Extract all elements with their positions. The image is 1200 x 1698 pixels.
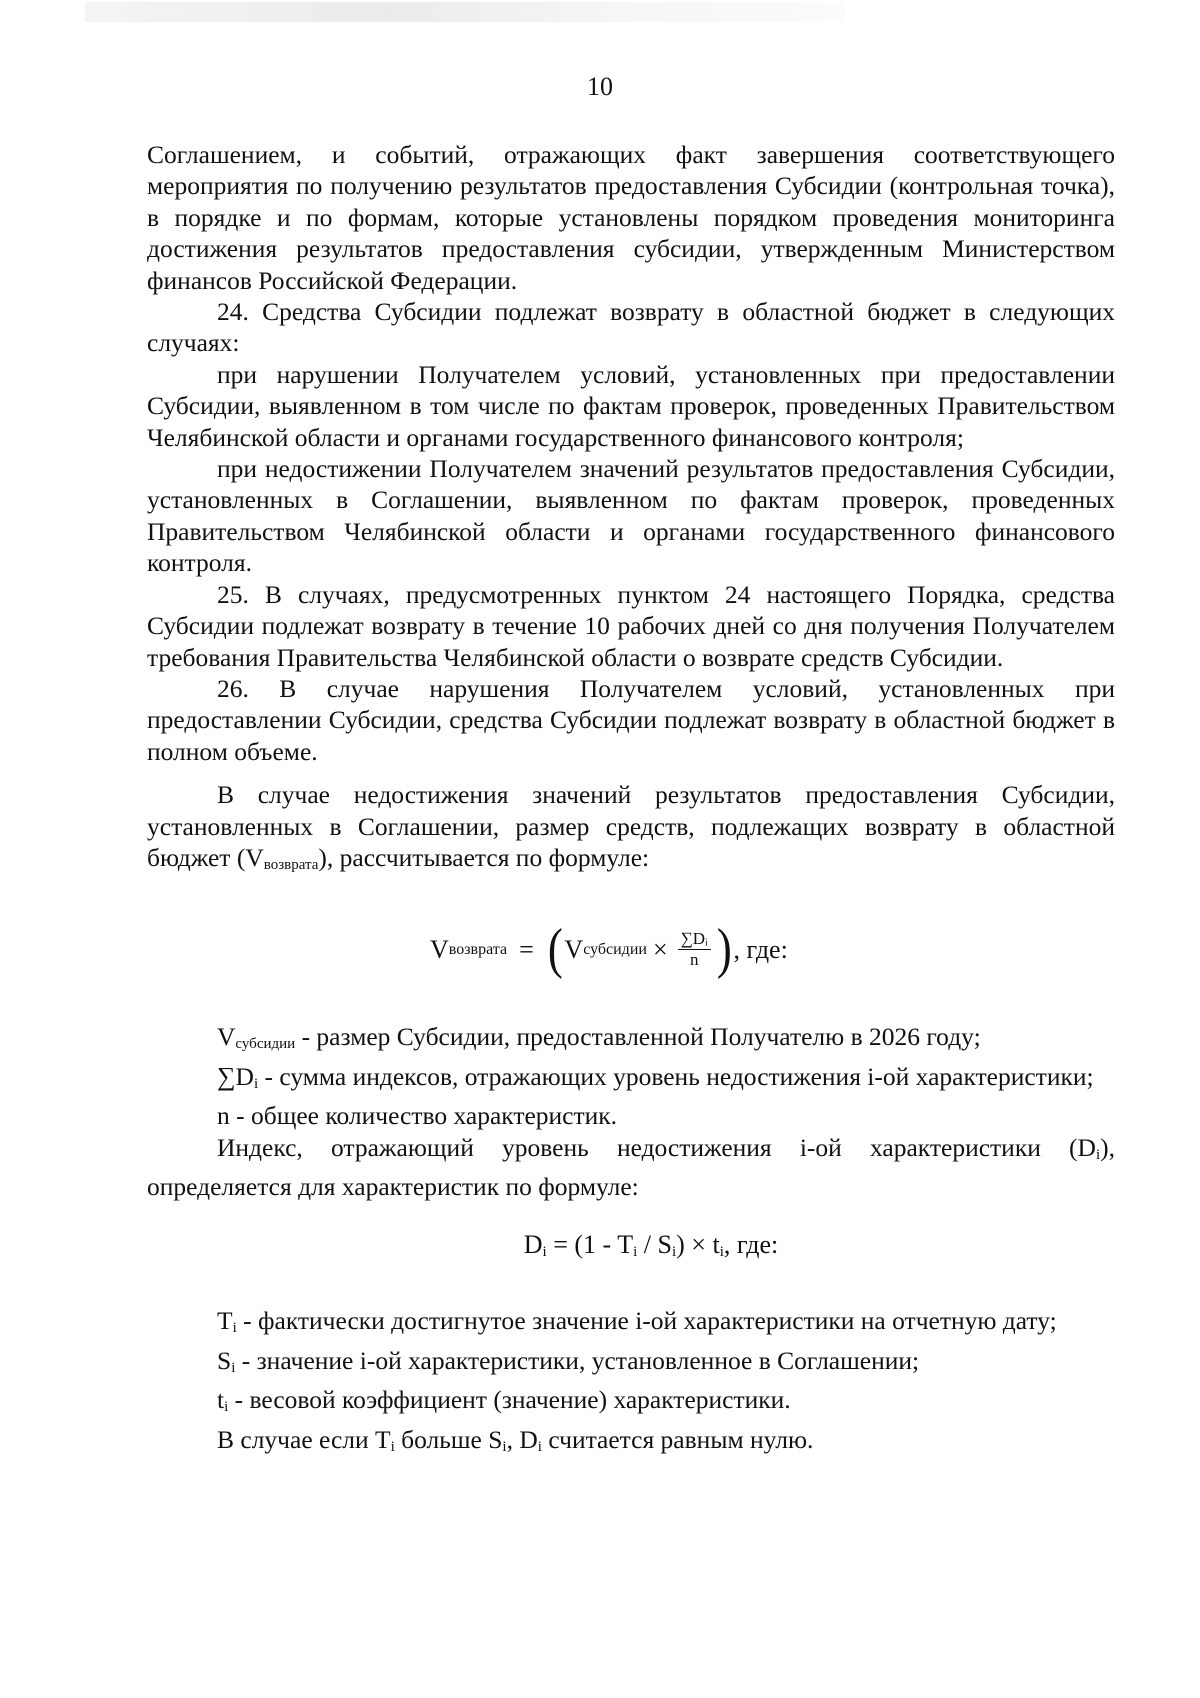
paragraph-24: 24. Средства Субсидии подлежат возврату в областной бюджет в следующих случаях: [147,297,1115,358]
formula-return-amount: V возврата = ( V субсидии × $\frac{\text{∑Dᵢ}}{n}$ ) , где: [430,918,788,981]
paragraph-24-case-2: при недостижении Получателем значений результатов предоставления Субсидии, установленных в Соглашении, выявленном по фактам проверок, проведенных Правительством Челябинской области и органами государственного финансового контроля. [147,454,1115,578]
formula-index: $D_i = (1 - T_i / S_i) \times t_i$, где: [523,1230,779,1261]
definition-n: n - общее количество характеристик. [217,1101,618,1131]
paragraph-24-case-1: при нарушении Получателем условий, установленных при предоставлении Субсидии, выявленном в том числе по фактам проверок, проведенных Правительством Челябинской области и органами государственного финансового контроля; [147,359,1115,452]
paragraph-continuation: Соглашением, и событий, отражающих факт завершения соответствующего мероприятия по получению результатов предоставления Субсидии (контрольная точка), в порядке и по формам, которые установлены порядком проведения мониторинга достижения результатов предоставления субсидии, утвержденным Министерством финансов Российской Федерации. [147,140,1115,295]
paragraph-25: 25. В случаях, предусмотренных пунктом 24 настоящего Порядка, средства Субсидии подлежат возврату в течение 10 рабочих дней со дня получения Получателем требования Правительства Челябинской области о возврате средств Субсидии. [147,579,1115,672]
page-number: 10 [587,72,613,101]
definition-v-subsidy: $V_{субсидии}$ - размер Субсидии, предоставленной Получателю в 2026 году; [217,1022,981,1053]
paragraph-index-intro: Индекс, отражающий уровень недостижения i-ой характеристики $(D_i)$, определяется для характеристик по формуле: [147,1132,1115,1201]
definition-s: $S_i$ - значение i-ой характеристики, установленное в Соглашении; [217,1345,920,1376]
formula-fraction: $\frac{\text{∑Dᵢ}}{n}$ [678,929,711,970]
paragraph-26: 26. В случае нарушения Получателем условий, установленных при предоставлении Субсидии, средства Субсидии подлежат возврату в областной бюджет в полном объеме. [147,673,1115,766]
definition-weight: $t_i$ - весовой коэффициент (значение) характеристики. [217,1385,791,1416]
definition-sum-d: $\sum D_i$ - сумма индексов, отражающих уровень недостижения i-ой характеристики; [217,1061,1094,1092]
paragraph-final: В случае если $T_i$ больше $S_i$, $D_i$ считается равным нулю. [217,1424,814,1455]
scan-artifact [85,2,845,22]
paragraph-formula-intro: В случае недостижения значений результатов предоставления Субсидии, установленных в Соглашении, размер средств, подлежащих возврату в областной бюджет $(V_{возврата})$, рассчитывается по формуле: [147,780,1115,873]
definition-t: $T_i$ - фактически достигнутое значение i-ой характеристики на отчетную дату; [217,1306,1057,1337]
document-body [147,139,1115,1463]
